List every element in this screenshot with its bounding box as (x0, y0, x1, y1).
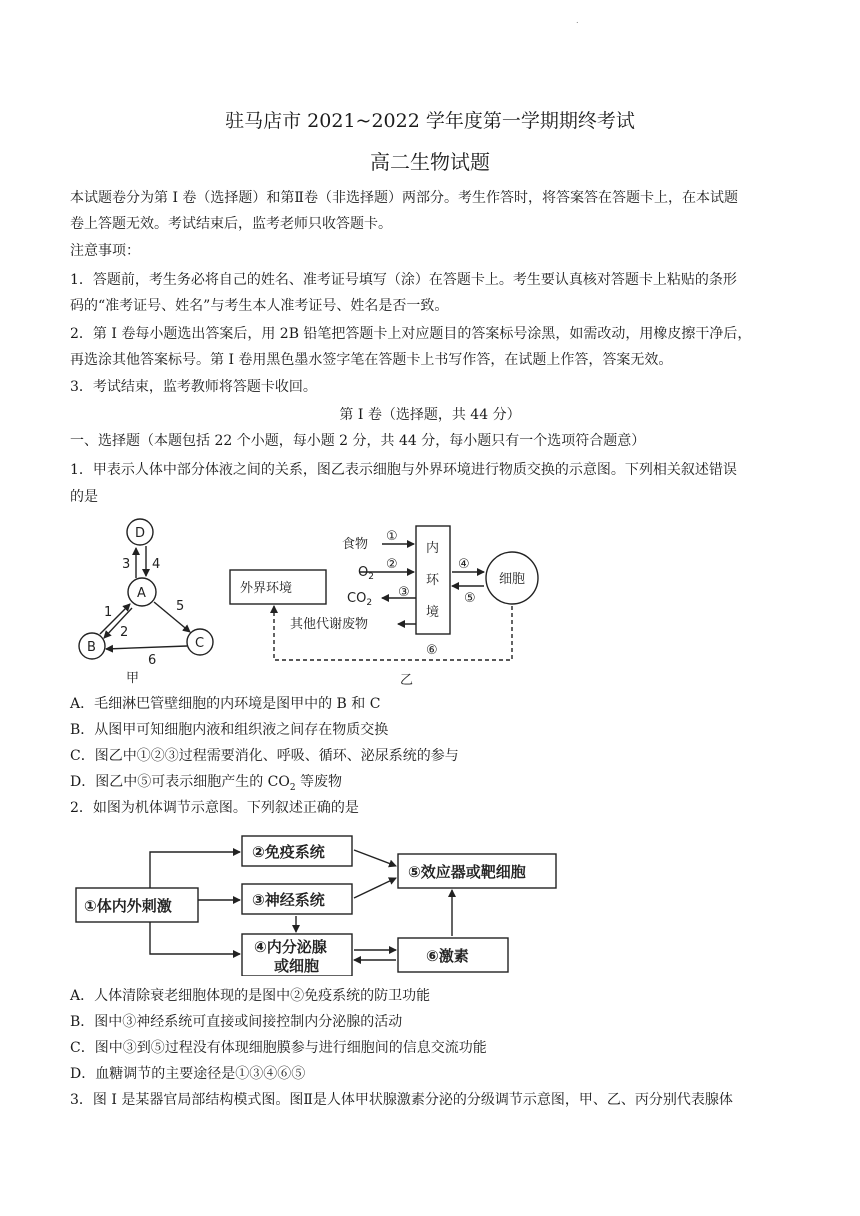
q2-option-a: A．人体清除衰老细胞体现的是图中②免疫系统的防卫功能 (70, 988, 431, 1004)
stimulus-label: ①体内外刺激 (84, 897, 172, 915)
num-5: ⑤ (464, 591, 476, 606)
notice-line: 码的“准考证号、姓名”与考生本人准考证号、姓名是否一致。 (70, 298, 449, 314)
nerve-label: ③神经系统 (252, 891, 325, 909)
notice-line: 3．考试结束，监考教师将答题卡收回。 (70, 379, 317, 395)
intro-line: 本试题卷分为第 I 卷（选择题）和第Ⅱ卷（非选择题）两部分。考生作答时，将答案答在答题卡上，在本试题 (70, 190, 738, 206)
edge-label: 3 (122, 557, 131, 572)
q1-figure (70, 512, 570, 692)
q1-option-b: B．从图甲可知细胞内液和组织液之间存在物质交换 (70, 722, 389, 738)
notice-heading: 注意事项： (70, 243, 140, 259)
subject-title: 高二生物试题 (370, 150, 490, 174)
notice-line: 再选涂其他答案标号。第 I 卷用黑色墨水签字笔在答题卡上书写作答，在试题上作答，答案无效。 (70, 352, 673, 368)
o2-label: $O_2$ (358, 565, 374, 582)
endocrine-label-line2: 或细胞 (274, 957, 320, 975)
header-mark: . (576, 16, 579, 25)
q2-option-d: D．血糖调节的主要途径是①③④⑥⑤ (70, 1066, 306, 1082)
q1-option-d: D．图乙中⑤可表示细胞产生的 $CO_2$ 等废物 (70, 774, 343, 793)
q1-option-c: C．图乙中①②③过程需要消化、呼吸、循环、泌尿系统的参与 (70, 748, 459, 764)
q2-option-b: B．图中③神经系统可直接或间接控制内分泌腺的活动 (70, 1014, 403, 1030)
notice-line: 2．第 I 卷每小题选出答案后，用 2B 铅笔把答题卡上对应题目的答案标号涂黑，如需改动，用橡皮擦干净后， (70, 326, 752, 342)
notice-line: 1．答题前，考生务必将自己的姓名、准考证号填写（涂）在答题卡上。考生要认真核对答题卡上粘贴的条形 (70, 272, 737, 288)
inner-char: 境 (426, 605, 440, 620)
exam-title: 驻马店市 2021~2022 学年度第一学期期终考试 (225, 110, 635, 132)
fig-jia-caption: 甲 (126, 671, 140, 686)
node-a-label: A (137, 586, 146, 601)
waste-label: 其他代谢废物 (290, 617, 369, 632)
num-4: ④ (458, 557, 470, 572)
part1-heading: 第 I 卷（选择题，共 44 分） (339, 407, 521, 423)
node-c-label: C (195, 636, 205, 651)
intro-line: 卷上答题无效。考试结束后，监考老师只收答题卡。 (70, 216, 392, 232)
num-2: ② (386, 557, 398, 572)
q1-stem: 1．甲表示人体中部分体液之间的关系，图乙表示细胞与外界环境进行物质交换的示意图。下列相关叙述错误 (70, 462, 737, 478)
q1-option-a: A．毛细淋巴管壁细胞的内环境是图甲中的 B 和 C (70, 696, 381, 712)
node-d-label: D (135, 526, 146, 541)
q2-figure (70, 826, 570, 976)
outer-environment-label: 外界环境 (240, 581, 293, 596)
edge-label: 2 (120, 625, 129, 640)
section1-heading: 一、选择题（本题包括 22 个小题，每小题 2 分，共 44 分，每小题只有一个选项符合题意） (70, 433, 646, 449)
cell-label: 细胞 (499, 572, 526, 587)
edge-label: 4 (152, 557, 161, 572)
num-6: ⑥ (426, 643, 438, 658)
q3-stem: 3．图 I 是某器官局部结构模式图。图Ⅱ是人体甲状腺激素分泌的分级调节示意图，甲、乙、丙分别代表腺体 (70, 1092, 733, 1108)
q2-option-c: C．图中③到⑤过程没有体现细胞膜参与进行细胞间的信息交流功能 (70, 1040, 487, 1056)
co2-label: $CO_2$ (347, 591, 373, 608)
hormone-label: ⑥激素 (426, 947, 469, 965)
num-3: ③ (398, 585, 410, 600)
edge-label: 5 (176, 599, 185, 614)
edge-label: 1 (104, 605, 113, 620)
edge-label: 6 (148, 653, 157, 668)
effector-label: ⑤效应器或靶细胞 (408, 863, 526, 881)
endocrine-label: ④内分泌腺 (254, 938, 327, 956)
inner-char: 环 (426, 573, 440, 588)
node-b-label: B (87, 640, 96, 655)
inner-char: 内 (426, 541, 440, 556)
food-label: 食物 (342, 537, 369, 552)
q2-stem: 2．如图为机体调节示意图。下列叙述正确的是 (70, 800, 359, 816)
num-1: ① (386, 529, 398, 544)
q1-stem: 的是 (70, 489, 98, 505)
fig-yi-caption: 乙 (400, 673, 414, 688)
immune-label: ②免疫系统 (252, 843, 325, 861)
